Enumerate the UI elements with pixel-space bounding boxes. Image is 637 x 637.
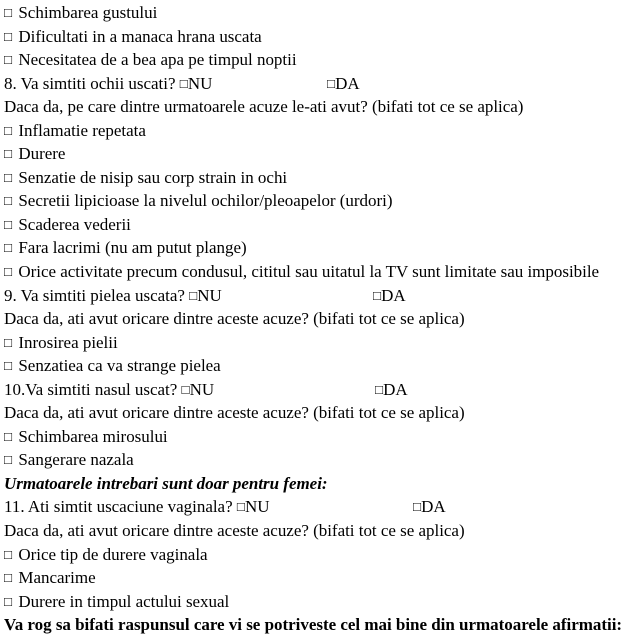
- empty-checkbox-icon[interactable]: □: [327, 75, 336, 91]
- questionnaire-page: [0, 1, 637, 635]
- empty-checkbox-icon[interactable]: □: [4, 28, 13, 44]
- checkbox-option-label: Schimbarea gustului: [18, 3, 158, 22]
- section-heading-women: Urmatoarele intrebari sunt doar pentru femei:: [4, 473, 328, 493]
- checkbox-option-row[interactable]: [0, 354, 637, 378]
- checkbox-option-row[interactable]: [0, 566, 637, 590]
- empty-checkbox-icon[interactable]: □: [189, 287, 198, 303]
- question-row: [0, 72, 637, 96]
- question-text: 9. Va simtiti pielea uscata?: [4, 285, 185, 305]
- answer-option-no[interactable]: [180, 72, 213, 96]
- checkbox-option-label: Sangerare nazala: [18, 450, 134, 470]
- empty-checkbox-icon[interactable]: □: [4, 428, 13, 444]
- answer-option-yes-label: DA: [383, 379, 408, 399]
- question-text: 11. Ati simtit uscaciune vaginala?: [4, 497, 233, 517]
- empty-checkbox-icon[interactable]: □: [4, 593, 13, 609]
- checkbox-option-label: Scaderea vederii: [18, 214, 131, 234]
- checkbox-option-label: Durere in timpul actului sexual: [18, 591, 230, 611]
- answer-option-no-label: NU: [197, 285, 222, 305]
- empty-checkbox-icon[interactable]: □: [4, 546, 13, 562]
- answer-option-yes[interactable]: [327, 72, 360, 96]
- question-row: [0, 284, 637, 308]
- checkbox-option-label: Mancarime: [18, 568, 96, 588]
- empty-checkbox-icon[interactable]: □: [4, 452, 13, 468]
- checkbox-option-row[interactable]: [0, 448, 637, 472]
- checkbox-option-label: Inrosirea pielii: [18, 332, 118, 352]
- instruction-text: Daca da, pe care dintre urmatoarele acuze le-ati avut? (bifati tot ce se aplica): [4, 97, 524, 117]
- empty-checkbox-icon[interactable]: □: [4, 5, 13, 20]
- checkbox-option-row[interactable]: [0, 25, 637, 49]
- checkbox-option-row[interactable]: [0, 189, 637, 213]
- checkbox-option-row[interactable]: [0, 260, 637, 284]
- answer-option-yes-label: DA: [381, 285, 406, 305]
- checkbox-option-label: Durere: [18, 144, 66, 164]
- checkbox-option-row[interactable]: [0, 213, 637, 237]
- checkbox-option-label: Schimbarea mirosului: [18, 426, 168, 446]
- checkbox-option-label: Dificultati in a manaca hrana uscata: [18, 26, 262, 46]
- answer-option-yes-label: DA: [335, 73, 360, 93]
- empty-checkbox-icon[interactable]: □: [4, 193, 13, 209]
- answer-option-no[interactable]: [189, 284, 222, 308]
- empty-checkbox-icon[interactable]: □: [4, 240, 13, 256]
- empty-checkbox-icon[interactable]: □: [4, 570, 13, 586]
- checkbox-option-label: Senzatiea ca va strange pielea: [18, 356, 221, 376]
- answer-option-yes[interactable]: [413, 495, 446, 519]
- answer-option-yes[interactable]: [373, 284, 406, 308]
- empty-checkbox-icon[interactable]: □: [4, 146, 13, 162]
- empty-checkbox-icon[interactable]: □: [181, 381, 190, 397]
- empty-checkbox-icon[interactable]: □: [4, 216, 13, 232]
- empty-checkbox-icon[interactable]: □: [179, 75, 188, 91]
- checkbox-option-label: Orice activitate precum condusul, cititul sau uitatul la TV sunt limitate sau imposibile: [18, 262, 600, 282]
- section-instruction-footer: Va rog sa bifati raspunsul care vi se potriveste cel mai bine din urmatoarele afirmatii:: [4, 615, 623, 635]
- checkbox-option-label: Orice tip de durere vaginala: [18, 544, 208, 564]
- checkbox-option-row[interactable]: [0, 543, 637, 567]
- checkbox-option-label: Necesitatea de a bea apa pe timpul noptii: [18, 50, 297, 70]
- answer-option-no-label: NU: [189, 379, 215, 399]
- answer-option-yes[interactable]: [375, 378, 408, 402]
- checkbox-option-row[interactable]: [0, 166, 637, 190]
- question-row: [0, 378, 637, 402]
- instruction-text: Daca da, ati avut oricare dintre aceste acuze? (bifati tot ce se aplica): [4, 403, 465, 423]
- question-row: [0, 495, 637, 519]
- checkbox-option-row[interactable]: [0, 142, 637, 166]
- empty-checkbox-icon[interactable]: □: [373, 287, 382, 303]
- question-text: 10.Va simtiti nasul uscat?: [4, 379, 178, 399]
- empty-checkbox-icon[interactable]: □: [413, 499, 422, 515]
- checkbox-option-row[interactable]: [0, 590, 637, 614]
- empty-checkbox-icon[interactable]: □: [236, 499, 245, 515]
- empty-checkbox-icon[interactable]: □: [4, 264, 13, 280]
- checkbox-option-label: Secretii lipicioase la nivelul ochilor/pleoapelor (urdori): [18, 191, 393, 211]
- empty-checkbox-icon[interactable]: □: [4, 52, 13, 68]
- checkbox-option-row[interactable]: [0, 425, 637, 449]
- instruction-text: Daca da, ati avut oricare dintre aceste acuze? (bifati tot ce se aplica): [4, 521, 465, 541]
- empty-checkbox-icon[interactable]: □: [4, 334, 13, 350]
- answer-option-no-label: NU: [244, 497, 270, 517]
- empty-checkbox-icon[interactable]: □: [375, 381, 384, 397]
- checkbox-option-row[interactable]: [0, 331, 637, 355]
- empty-checkbox-icon[interactable]: □: [4, 358, 13, 374]
- checkbox-option-label: Inflamatie repetata: [18, 120, 146, 140]
- checkbox-option-row[interactable]: [0, 119, 637, 143]
- checkbox-option-label: Fara lacrimi (nu am putut plange): [18, 238, 247, 258]
- empty-checkbox-icon[interactable]: □: [4, 169, 13, 185]
- checkbox-option-row[interactable]: [0, 48, 637, 72]
- answer-option-no[interactable]: [181, 378, 214, 402]
- empty-checkbox-icon[interactable]: □: [4, 122, 13, 138]
- answer-option-no-label: NU: [187, 73, 213, 93]
- instruction-text: Daca da, ati avut oricare dintre aceste acuze? (bifati tot ce se aplica): [4, 309, 465, 329]
- checkbox-option-label: Senzatie de nisip sau corp strain in ochi: [18, 167, 288, 187]
- answer-option-yes-label: DA: [421, 497, 446, 517]
- question-text: 8. Va simtiti ochii uscati?: [4, 73, 176, 93]
- answer-option-no[interactable]: [237, 495, 270, 519]
- checkbox-option-row[interactable]: [0, 1, 637, 25]
- checkbox-option-row[interactable]: [0, 236, 637, 260]
